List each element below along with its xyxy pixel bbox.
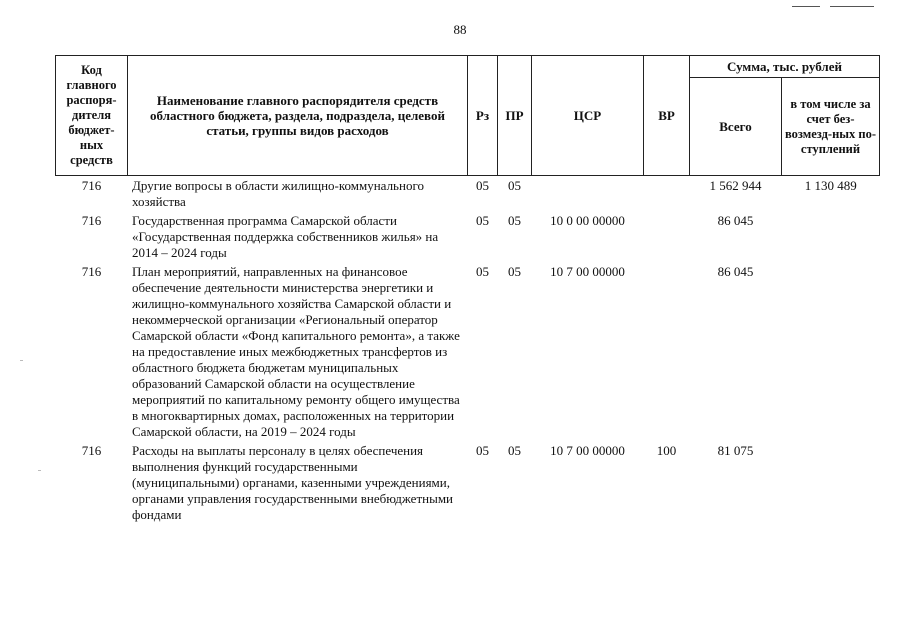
header-csr: ЦСР xyxy=(532,56,644,176)
header-free: в том числе за счет без-возмезд-ных по-ступлений xyxy=(782,78,880,176)
scan-speck xyxy=(38,470,41,471)
row-pr: 05 xyxy=(508,264,521,279)
row-total: 81 075 xyxy=(717,443,754,458)
row-vr xyxy=(644,176,690,212)
header-code: Код главного распоря-дителя бюджет-ных средств xyxy=(56,56,128,176)
table-row xyxy=(56,262,880,441)
row-code: 716 xyxy=(81,213,102,228)
scan-speck xyxy=(20,360,23,361)
row-rz: 05 xyxy=(476,443,489,458)
row-csr: 10 7 00 00000 xyxy=(550,443,625,458)
row-free xyxy=(782,211,880,262)
row-csr xyxy=(532,176,644,212)
table-row xyxy=(56,441,880,524)
header-sum: Сумма, тыс. рублей xyxy=(690,56,880,78)
table-row xyxy=(56,176,880,212)
row-name: План мероприятий, направленных на финансовое обеспечение деятельности министерства энергетики и жилищно-коммунального хозяйства Самарской области и некоммерческой организации «Региональный оператор Самарской области «Фонд капитального ремонта», а также на предоставление иных межбюджетных трансфертов из областного бюджета бюджетам муниципальных образований Самарской области на осуществление мероприятий по капитальному ремонту общего имущества в многоквартирных домах, расположенных на территории Самарской области, на 2019 – 2024 годы xyxy=(132,264,460,439)
row-rz: 05 xyxy=(476,213,489,228)
budget-table xyxy=(55,55,880,524)
row-pr: 05 xyxy=(508,213,521,228)
row-csr: 10 0 00 00000 xyxy=(550,213,625,228)
row-vr xyxy=(644,211,690,262)
header-vr: ВР xyxy=(644,56,690,176)
row-name: Государственная программа Самарской области «Государственная поддержка собственников жилья» на 2014 – 2024 годы xyxy=(132,213,439,260)
row-total: 86 045 xyxy=(717,264,754,279)
row-name: Другие вопросы в области жилищно-коммунального хозяйства xyxy=(132,178,424,209)
header-total: Всего xyxy=(690,78,782,176)
row-code: 716 xyxy=(81,264,102,279)
row-pr: 05 xyxy=(508,443,521,458)
row-rz: 05 xyxy=(476,178,489,193)
row-vr xyxy=(644,262,690,441)
header-rz: Рз xyxy=(468,56,498,176)
row-rz: 05 xyxy=(476,264,489,279)
row-free: 1 130 489 xyxy=(804,178,857,193)
row-code: 716 xyxy=(81,178,102,193)
page-number: 88 xyxy=(453,22,467,37)
row-pr: 05 xyxy=(508,178,521,193)
row-total: 86 045 xyxy=(717,213,754,228)
row-free xyxy=(782,441,880,524)
header-name: Наименование главного распорядителя средств областного бюджета, раздела, подраздела, целевой статьи, группы видов расходов xyxy=(128,56,468,176)
row-name: Расходы на выплаты персоналу в целях обеспечения выполнения функций государственными (муниципальными) органами, казенными учреждениями, органами управления государственными внебюджетными фондами xyxy=(132,443,454,522)
table-row xyxy=(56,211,880,262)
header-pr: ПР xyxy=(498,56,532,176)
row-total: 1 562 944 xyxy=(709,178,762,193)
row-free xyxy=(782,262,880,441)
row-csr: 10 7 00 00000 xyxy=(550,264,625,279)
row-vr: 100 xyxy=(656,443,677,458)
row-code: 716 xyxy=(81,443,102,458)
scan-mark xyxy=(792,6,874,9)
